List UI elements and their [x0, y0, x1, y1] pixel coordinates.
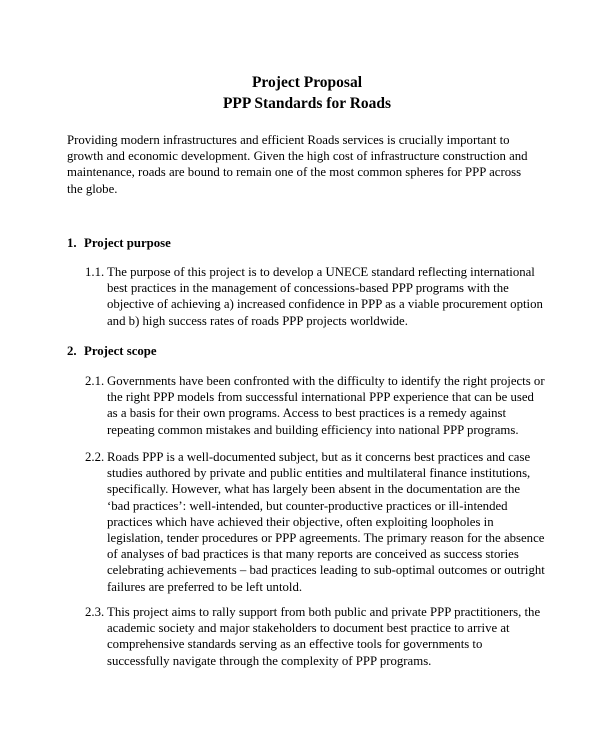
document-subtitle: PPP Standards for Roads [222, 95, 392, 112]
document-title: Project Proposal [251, 74, 363, 91]
subsection-text: Governments have been confronted with the difficulty to identify the right projects or the right PPP models from successful international PPP experience that can be used as a basis for their own programs. Access to best practices is a remedy against repeating common mistakes and building efficiency into national PPP programs. [107, 374, 545, 437]
section-number: 1. [67, 236, 77, 250]
subsection-number: 2.2. [85, 450, 105, 464]
section-number: 2. [67, 344, 77, 358]
subsection-number: 1.1. [85, 265, 105, 279]
section-title: Project purpose [84, 236, 171, 250]
subsection-1-1 [85, 264, 545, 329]
subsection-text: The purpose of this project is to develop a UNECE standard reflecting international best practices in the management of concessions-based PPP programs with the objective of achieving a) increased confidence in PPP as a viable procurement option and b) high success rates of roads PPP projects worldwide. [107, 265, 543, 328]
subsection-2-3 [85, 604, 545, 669]
subsection-2-2 [85, 449, 545, 595]
subsection-text: Roads PPP is a well-documented subject, but as it concerns best practices and case studies authored by private and public entities and multilateral finance institutions, specifically. However, what has largely been absent in the documentation are the ‘bad practices’: well-intended, but counter-productive practices or ill-intended practices which have achieved their objective, often exploiting loopholes in legislation, tender procedures or PPP agreements. The primary reason for the absence of analyses of bad practices is that many reports are conceived as success stories celebrating achievements – bad practices leading to sub-optimal outcomes or outright failures are preferred to be left untold. [107, 450, 545, 594]
section-heading-project-scope [67, 343, 157, 359]
subsection-number: 2.3. [85, 605, 105, 619]
title-block [0, 72, 600, 114]
intro-paragraph: Providing modern infrastructures and efficient Roads services is crucially important to growth and economic development. Given the high cost of infrastructure construction and maintenance, roads are bound to remain one of the most common spheres for PPP across the globe. [67, 133, 528, 196]
subsection-2-1 [85, 373, 545, 438]
section-heading-project-purpose [67, 235, 171, 251]
subsection-text: This project aims to rally support from both public and private PPP practitioners, the academic society and major stakeholders to document best practice to arrive at comprehensive standards serving as an effective tools for governments to successfully navigate through the complexity of PPP programs. [107, 605, 541, 668]
subsection-number: 2.1. [85, 374, 105, 388]
section-title: Project scope [84, 344, 157, 358]
